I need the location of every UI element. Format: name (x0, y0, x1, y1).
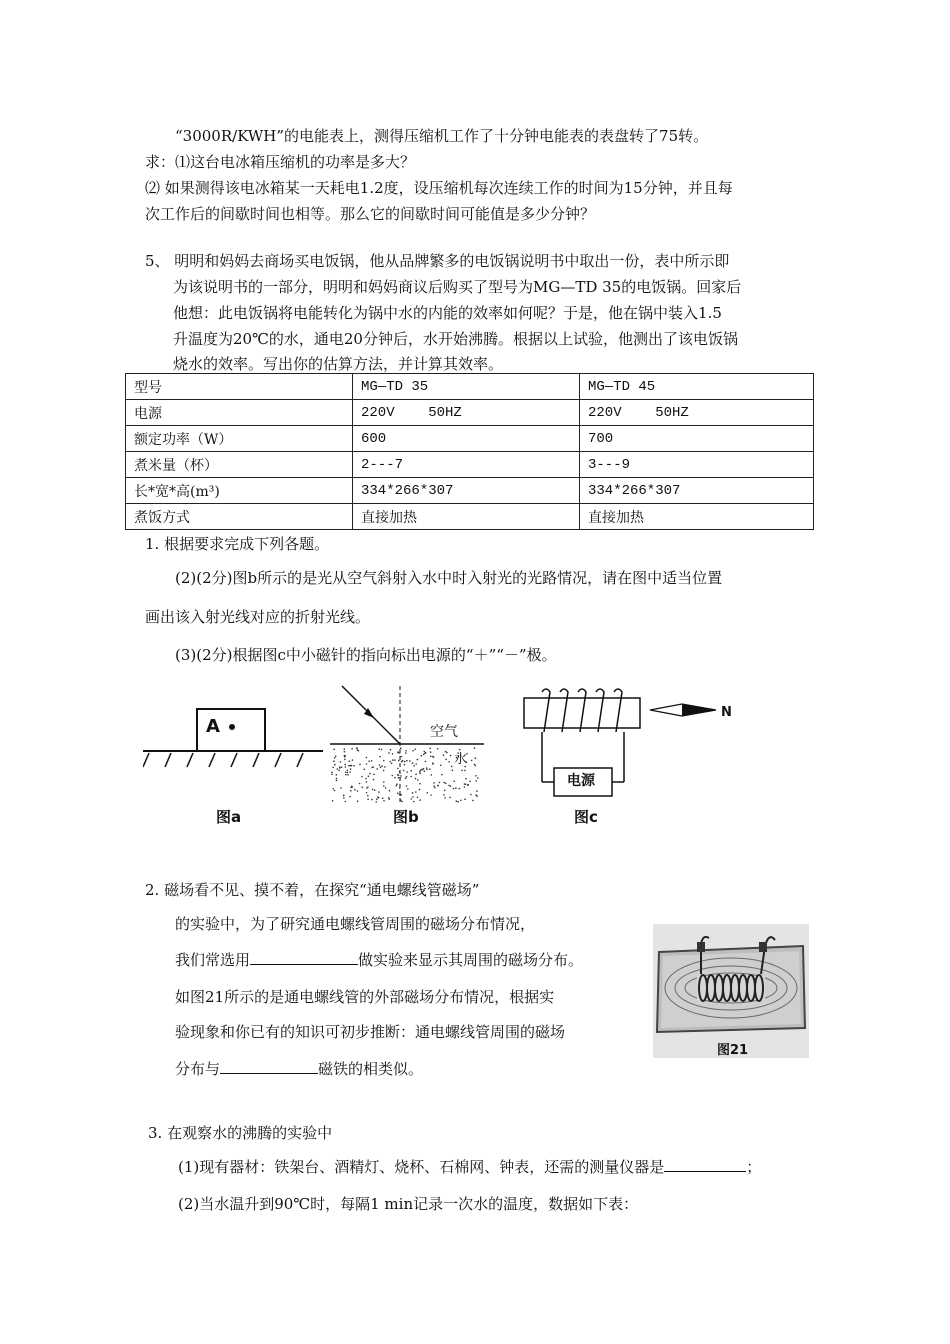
ground-hatching (143, 753, 303, 767)
needle-north-half (682, 704, 716, 716)
q1-title: 1. 根据要求完成下列各题。 (145, 535, 330, 553)
power-source-label: 电源 (567, 773, 595, 789)
table-cell: 直接加热 (353, 504, 580, 530)
q2-line-2: 的实验中，为了研究通电螺线管周围的磁场分布情况， (175, 915, 536, 933)
q5-line-3: 他想：此电饭锅将电能转化为锅中水的内能的效率如何呢？于是，他在锅中装入1.5 (173, 304, 722, 322)
q2-line-3a: 我们常选用 (175, 951, 251, 969)
q5-line-2: 为该说明书的一部分，明明和妈妈商议后购买了型号为MG—TD 35的电饭锅。回家后 (173, 278, 742, 296)
table-cell: 2---7 (353, 452, 580, 478)
solenoid-coil-icon (542, 689, 622, 732)
q2-line-1: 2. 磁场看不见、摸不着，在探究“通电螺线管磁场” (145, 881, 480, 899)
center-of-mass-dot (229, 724, 235, 730)
intro-line-3: ⑵ 如果测得该电冰箱某一天耗电1.2度，设压缩机每次连续工作的时间为15分钟，并且每 (145, 179, 733, 197)
q3-part-1-end: ； (746, 1158, 762, 1176)
table-row (126, 504, 814, 530)
spec-table (125, 373, 814, 530)
figure-21-photo (653, 924, 809, 1058)
air-label: 空气 (430, 724, 458, 740)
table-cell: MG—TD 45 (580, 374, 814, 400)
q2-line-6 (175, 1059, 423, 1079)
needle-n-label: N (721, 705, 732, 720)
q2-line-4: 如图21所示的是通电螺线管的外部磁场分布情况，根据实 (175, 988, 555, 1006)
table-row (126, 426, 814, 452)
q5-line-5: 烧水的效率。写出你的估算方法，并计算其效率。 (173, 355, 504, 373)
table-cell: 3---9 (580, 452, 814, 478)
table-cell: 电源 (126, 400, 353, 426)
q2-line-3 (175, 950, 583, 970)
table-cell: 220V 50HZ (353, 400, 580, 426)
q1-part2-line-2: 画出该入射光线对应的折射光线。 (145, 608, 371, 626)
q3-title: 3. 在观察水的沸腾的实验中 (148, 1124, 333, 1142)
q3-part-1 (178, 1157, 761, 1177)
figure-b-caption: 图b (393, 808, 419, 826)
intro-line-2: 求：⑴这台电冰箱压缩机的功率是多大？ (145, 153, 416, 171)
table-cell: 煮米量（杯） (126, 452, 353, 478)
table-cell: 334*266*307 (353, 478, 580, 504)
answer-blank[interactable] (250, 950, 358, 965)
table-cell: 700 (580, 426, 814, 452)
answer-blank[interactable] (664, 1157, 746, 1172)
table-cell: 600 (353, 426, 580, 452)
figure-a-diagram (143, 695, 323, 775)
q5-line-1: 5、 明明和妈妈去商场买电饭锅，他从品牌繁多的电饭锅说明书中取出一份，表中所示即 (145, 252, 730, 270)
table-row (126, 478, 814, 504)
table-row (126, 374, 814, 400)
table-cell: MG—TD 35 (353, 374, 580, 400)
table-cell: 长*宽*高(m³) (126, 478, 353, 504)
answer-blank[interactable] (220, 1059, 318, 1074)
table-row (126, 400, 814, 426)
table-cell: 220V 50HZ (580, 400, 814, 426)
figure-b-diagram (330, 684, 490, 806)
table-cell: 334*266*307 (580, 478, 814, 504)
q2-line-6a: 分布与 (175, 1060, 221, 1078)
figure-c-caption: 图c (574, 808, 598, 826)
q1-part2-line-1: (2)(2分)图b所示的是光从空气斜射入水中时入射光的光路情况，请在图中适当位置 (175, 569, 723, 587)
intro-line-4: 次工作后的间歇时间也相等。那么它的间歇时间可能值是多少分钟？ (145, 205, 596, 223)
q2-line-3b: 做实验来显示其周围的磁场分布。 (358, 951, 584, 969)
intro-line-1: “3000R/KWH”的电能表上，测得压缩机工作了十分钟电能表的表盘转了75转。 (175, 127, 709, 145)
table-cell: 型号 (126, 374, 353, 400)
water-label: 水 (454, 752, 468, 767)
q1-part3: (3)(2分)根据图c中小磁针的指向标出电源的“＋”“－”极。 (175, 646, 557, 664)
table-cell: 煮饭方式 (126, 504, 353, 530)
q3-part-2: (2)当水温升到90℃时，每隔1 min记录一次水的温度，数据如下表： (178, 1195, 639, 1213)
q2-line-6b: 磁铁的相类似。 (318, 1060, 424, 1078)
figure-21-caption: 图21 (717, 1043, 749, 1058)
block-a-label: A (206, 716, 220, 737)
table-row (126, 452, 814, 478)
q2-line-5: 验现象和你已有的知识可初步推断：通电螺线管周围的磁场 (175, 1023, 566, 1041)
table-cell: 直接加热 (580, 504, 814, 530)
table-cell: 额定功率（W） (126, 426, 353, 452)
q5-line-4: 升温度为20℃的水，通电20分钟后，水开始沸腾。根据以上试验，他测出了该电饭锅 (173, 330, 738, 348)
q3-part-1-text: (1)现有器材：铁架台、酒精灯、烧杯、石棉网、钟表，还需的测量仪器是 (178, 1158, 665, 1176)
figure-a-caption: 图a (216, 808, 242, 826)
